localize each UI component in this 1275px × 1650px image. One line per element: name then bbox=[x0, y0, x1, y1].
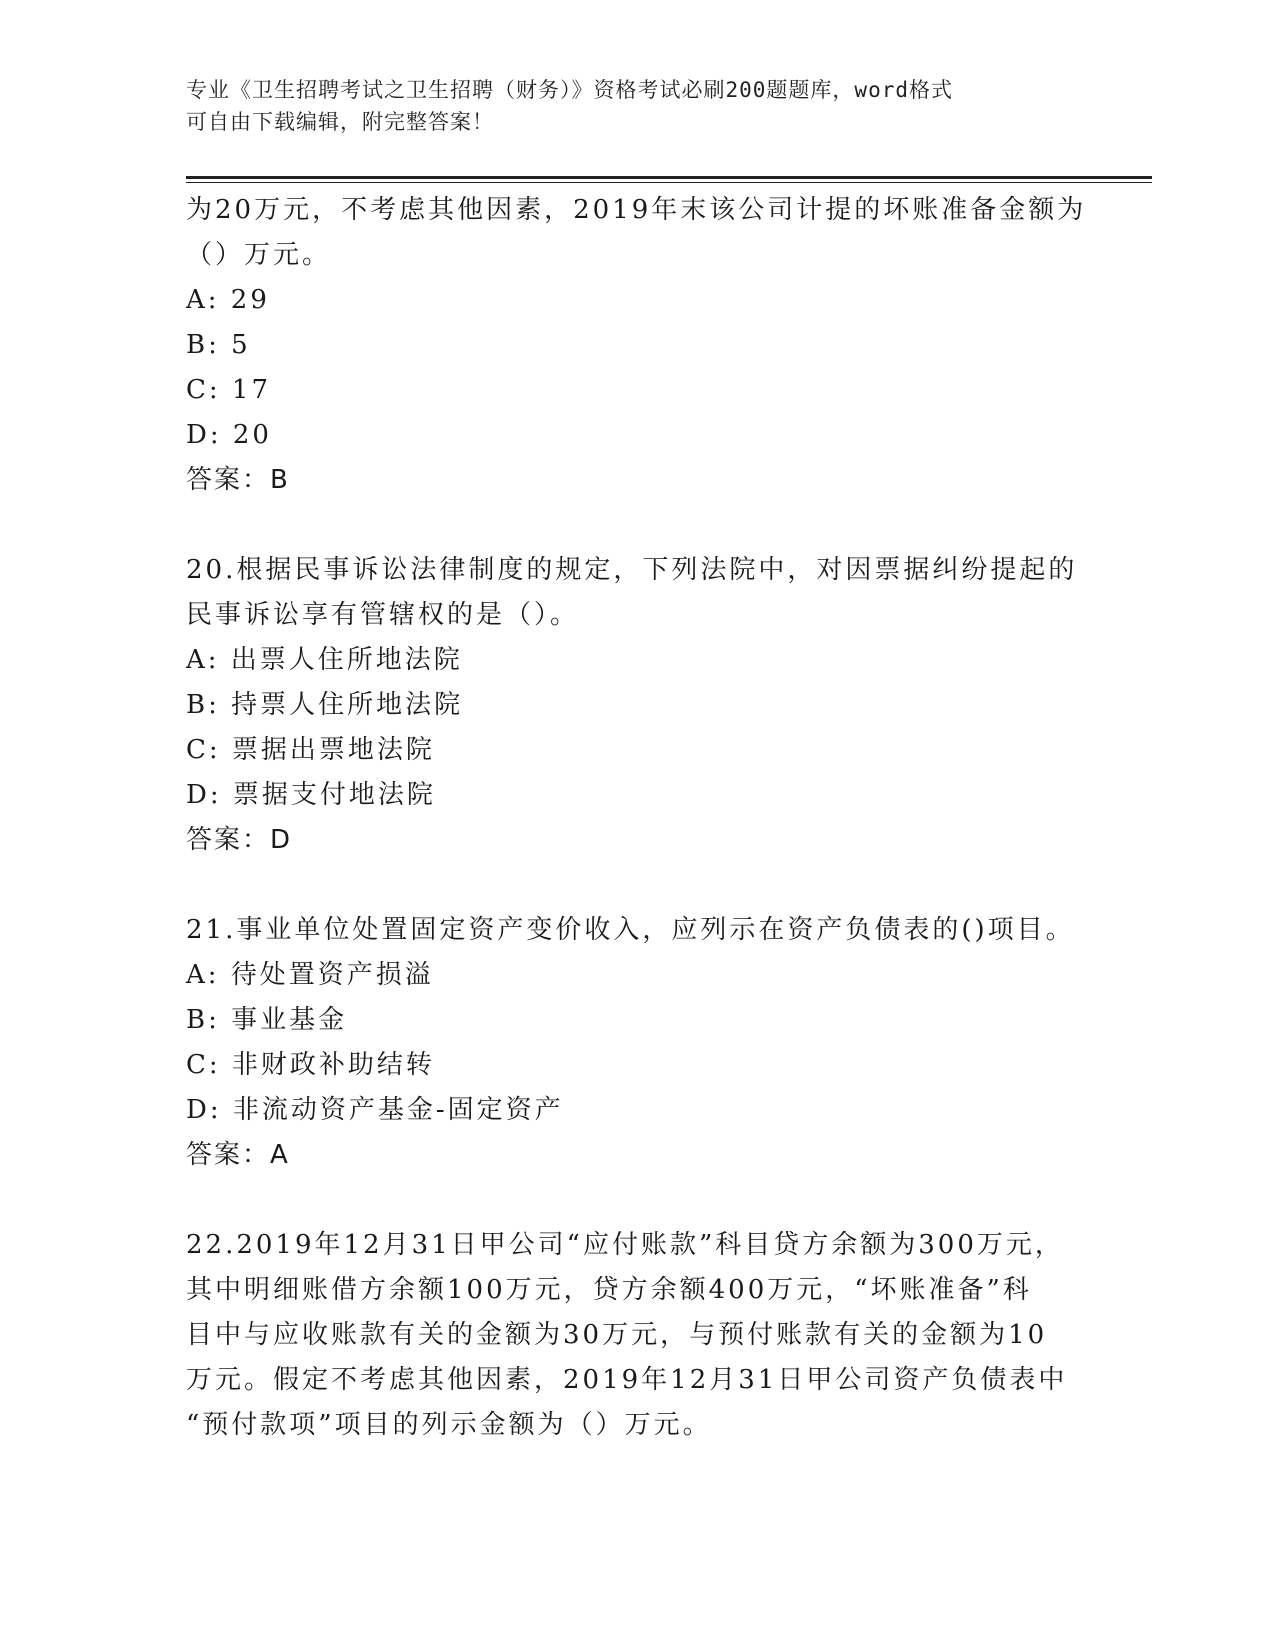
question-21 bbox=[186, 908, 1086, 1178]
option-b: B: 事业基金 bbox=[186, 1005, 348, 1035]
question-20 bbox=[186, 548, 1086, 863]
answer-line: 答案：D bbox=[186, 825, 293, 855]
spacer bbox=[186, 1178, 1086, 1223]
header-title-line-1: 专业《卫生招聘考试之卫生招聘（财务）》资格考试必刷200题题库，word格式 bbox=[186, 78, 953, 102]
option-d: D: 票据支付地法院 bbox=[186, 780, 436, 810]
spacer bbox=[186, 863, 1086, 908]
option-a: A: 29 bbox=[186, 285, 270, 315]
document-header bbox=[186, 74, 1066, 138]
question-stem-line: 22.2019年12月31日甲公司“应付账款”科目贷方余额为300万元， bbox=[186, 1230, 1064, 1260]
question-22 bbox=[186, 1223, 1086, 1448]
option-a: A: 出票人住所地法院 bbox=[186, 645, 463, 675]
header-divider-thin bbox=[186, 182, 1152, 183]
answer-line: 答案：A bbox=[186, 1140, 290, 1170]
question-stem-line: 目中与应收账款有关的金额为30万元，与预付账款有关的金额为10 bbox=[186, 1320, 1048, 1350]
header-title-line-2: 可自由下载编辑，附完整答案！ bbox=[186, 110, 494, 134]
option-d: D: 20 bbox=[186, 420, 272, 450]
question-stem-line: 21.事业单位处置固定资产变价收入，应列示在资产负债表的()项目。 bbox=[186, 915, 1075, 945]
option-b: B: 持票人住所地法院 bbox=[186, 690, 464, 720]
question-stem-line: 民事诉讼享有管辖权的是（）。 bbox=[186, 600, 580, 630]
answer-line: 答案：B bbox=[186, 465, 290, 495]
option-c: C: 非财政补助结转 bbox=[186, 1050, 435, 1080]
question-19 bbox=[186, 188, 1086, 503]
question-stem-line: 其中明细账借方余额100万元，贷方余额400万元，“坏账准备”科 bbox=[186, 1275, 1032, 1305]
question-stem-line: “预付款项”项目的列示金额为（）万元。 bbox=[186, 1410, 712, 1440]
document-body bbox=[186, 188, 1086, 1448]
question-stem-line: 20.根据民事诉讼法律制度的规定，下列法院中，对因票据纠纷提起的 bbox=[186, 555, 1078, 585]
option-b: B: 5 bbox=[186, 330, 251, 360]
option-a: A: 待处置资产损溢 bbox=[186, 960, 434, 990]
header-divider-thick bbox=[186, 176, 1152, 179]
question-stem-line: （）万元。 bbox=[186, 240, 332, 270]
question-stem-line: 为20万元，不考虑其他因素，2019年末该公司计提的坏账准备金额为 bbox=[186, 195, 1087, 225]
question-stem-line: 万元。假定不考虑其他因素，2019年12月31日甲公司资产负债表中 bbox=[186, 1365, 1068, 1395]
option-d: D: 非流动资产基金-固定资产 bbox=[186, 1095, 564, 1125]
option-c: C: 票据出票地法院 bbox=[186, 735, 435, 765]
spacer bbox=[186, 503, 1086, 548]
option-c: C: 17 bbox=[186, 375, 272, 405]
